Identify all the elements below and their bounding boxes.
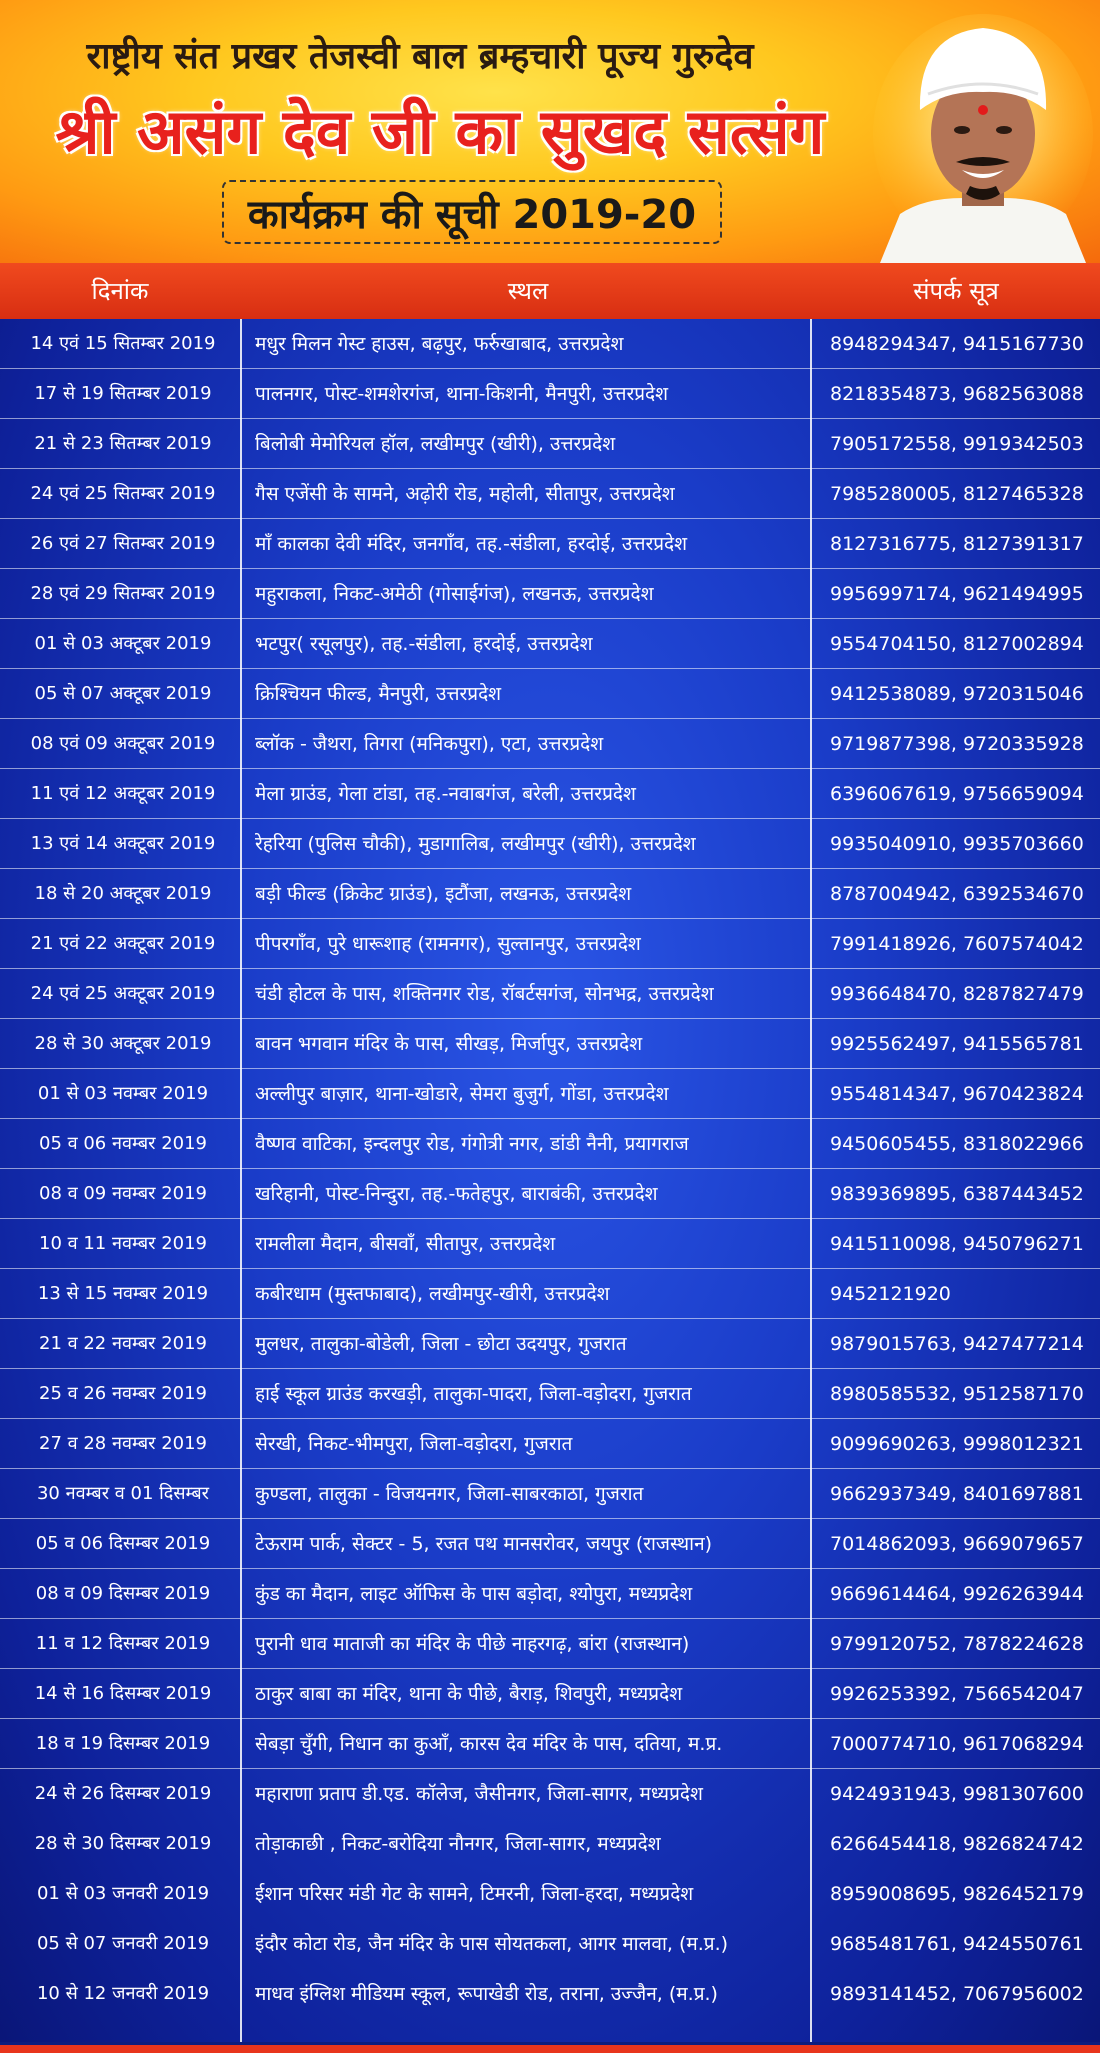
row-place: बड़ी फील्ड (क्रिकेट ग्राउंड), इटौंजा, लखनऊ, उत्तरप्रदेश xyxy=(255,883,632,905)
row-place: कुण्डला, तालुका - विजयनगर, जिला-साबरकाठा, गुजरात xyxy=(255,1483,644,1505)
row-place: सेबड़ा चुँगी, निधान का कुआँ, कारस देव मंदिर के पास, दतिया, म.प्र. xyxy=(255,1733,723,1755)
row-contact: 8980585532, 9512587170 xyxy=(830,1383,1084,1405)
row-contact: 9685481761, 9424550761 xyxy=(830,1933,1084,1955)
row-place: महुराकला, निकट-अमेठी (गोसाईगंज), लखनऊ, उत्तरप्रदेश xyxy=(255,583,654,605)
row-place: पालनगर, पोस्ट-शमशेरगंज, थाना-किशनी, मैनपुरी, उत्तरप्रदेश xyxy=(255,383,669,405)
row-place: माधव इंग्लिश मीडियम स्कूल, रूपाखेडी रोड, तराना, उज्जैन, (म.प्र.) xyxy=(255,1983,718,2005)
row-date: 05 से 07 अक्टूबर 2019 xyxy=(34,683,212,704)
table-row xyxy=(0,1069,1100,1119)
row-place: रेहरिया (पुलिस चौकी), मुडागालिब, लखीमपुर (खीरी), उत्तरप्रदेश xyxy=(255,833,696,855)
table-row xyxy=(0,619,1100,669)
row-date: 21 व 22 नवम्बर 2019 xyxy=(39,1333,207,1354)
row-place: गैस एजेंसी के सामने, अढ़ोरी रोड, महोली, सीतापुर, उत्तरप्रदेश xyxy=(255,483,675,505)
table-row xyxy=(0,569,1100,619)
row-place: ब्लॉक - जैथरा, तिगरा (मनिकपुरा), एटा, उत्तरप्रदेश xyxy=(255,733,604,755)
table-row xyxy=(0,1819,1100,1869)
row-contact: 9935040910, 9935703660 xyxy=(830,833,1084,855)
row-place: महाराणा प्रताप डी.एड. कॉलेज, जैसीनगर, जिला-सागर, मध्यप्रदेश xyxy=(255,1783,703,1805)
row-place: कुंड का मैदान, लाइट ऑफिस के पास बड़ोदा, श्योपुरा, मध्यप्रदेश xyxy=(255,1583,693,1605)
row-place: भटपुर( रसूलपुर), तह.-संडीला, हरदोई, उत्तरप्रदेश xyxy=(255,633,593,655)
table-row xyxy=(0,1119,1100,1169)
row-date: 13 एवं 14 अक्टूबर 2019 xyxy=(30,833,216,854)
row-place: बावन भगवान मंदिर के पास, सीखड़, मिर्जापुर, उत्तरप्रदेश xyxy=(255,1033,643,1055)
row-date: 08 व 09 दिसम्बर 2019 xyxy=(35,1583,211,1604)
row-date: 27 व 28 नवम्बर 2019 xyxy=(39,1433,207,1454)
row-contact: 9719877398, 9720335928 xyxy=(830,733,1084,755)
table-row xyxy=(0,1769,1100,1819)
row-place: मुलधर, तालुका-बोडेली, जिला - छोटा उदयपुर, गुजरात xyxy=(255,1333,627,1355)
row-contact: 9452121920 xyxy=(830,1283,951,1305)
row-place: तोड़ाकाछी , निकट-बरोदिया नौनगर, जिला-सागर, मध्यप्रदेश xyxy=(255,1833,661,1855)
row-contact: 6266454418, 9826824742 xyxy=(830,1833,1084,1855)
row-place: बिलोबी मेमोरियल हॉल, लखीमपुर (खीरी), उत्तरप्रदेश xyxy=(255,433,616,455)
row-place: माँ कालका देवी मंदिर, जनगाँव, तह.-संडीला, हरदोई, उत्तरप्रदेश xyxy=(255,533,688,555)
row-date: 21 से 23 सितम्बर 2019 xyxy=(34,433,212,454)
row-date: 28 से 30 अक्टूबर 2019 xyxy=(34,1033,212,1054)
row-place: वैष्णव वाटिका, इन्दलपुर रोड, गंगोत्री नगर, डांडी नैनी, प्रयागराज xyxy=(255,1133,689,1155)
poster-header xyxy=(0,0,1100,263)
row-date: 28 एवं 29 सितम्बर 2019 xyxy=(30,583,216,604)
table-row xyxy=(0,369,1100,419)
row-date: 01 से 03 अक्टूबर 2019 xyxy=(34,633,212,654)
row-date: 30 नवम्बर व 01 दिसम्बर xyxy=(36,1483,210,1504)
table-row xyxy=(0,1519,1100,1569)
column-header-bar xyxy=(0,263,1100,319)
table-row xyxy=(0,519,1100,569)
column-header-date: दिनांक xyxy=(91,277,149,305)
table-row xyxy=(0,1719,1100,1769)
row-contact: 8787004942, 6392534670 xyxy=(830,883,1084,905)
column-header-contact: संपर्क सूत्र xyxy=(913,277,999,305)
row-contact: 8948294347, 9415167730 xyxy=(830,333,1084,355)
row-contact: 6396067619, 9756659094 xyxy=(830,783,1084,805)
table-row xyxy=(0,1569,1100,1619)
row-date: 05 से 07 जनवरी 2019 xyxy=(36,1933,210,1954)
table-row xyxy=(0,769,1100,819)
row-contact: 9662937349, 8401697881 xyxy=(830,1483,1084,1505)
row-contact: 8959008695, 9826452179 xyxy=(830,1883,1084,1905)
row-contact: 9099690263, 9998012321 xyxy=(830,1433,1084,1455)
guru-portrait xyxy=(870,14,1096,263)
row-place: रामलीला मैदान, बीसवाँ, सीतापुर, उत्तरप्रदेश xyxy=(255,1233,556,1255)
row-date: 14 से 16 दिसम्बर 2019 xyxy=(34,1683,212,1704)
table-row xyxy=(0,719,1100,769)
row-contact: 7991418926, 7607574042 xyxy=(830,933,1084,955)
row-contact: 9893141452, 7067956002 xyxy=(830,1983,1084,2005)
footer-line xyxy=(0,2045,1100,2053)
table-row xyxy=(0,319,1100,369)
row-date: 05 व 06 दिसम्बर 2019 xyxy=(35,1533,211,1554)
row-contact: 9450605455, 8318022966 xyxy=(830,1133,1084,1155)
row-date: 05 व 06 नवम्बर 2019 xyxy=(39,1133,207,1154)
table-row xyxy=(0,1019,1100,1069)
table-row xyxy=(0,669,1100,719)
main-title: श्री असंग देव जी का सुखद सत्संग xyxy=(55,95,825,168)
row-date: 25 व 26 नवम्बर 2019 xyxy=(39,1383,207,1404)
row-date: 11 व 12 दिसम्बर 2019 xyxy=(35,1633,211,1654)
table-row xyxy=(0,1269,1100,1319)
row-place: ईशान परिसर मंडी गेट के सामने, टिमरनी, जिला-हरदा, मध्यप्रदेश xyxy=(255,1883,694,1905)
row-date: 18 व 19 दिसम्बर 2019 xyxy=(35,1733,211,1754)
row-date: 14 एवं 15 सितम्बर 2019 xyxy=(30,333,216,354)
table-row xyxy=(0,1219,1100,1269)
row-place: मधुर मिलन गेस्ट हाउस, बढ़पुर, फर्रुखाबाद, उत्तरप्रदेश xyxy=(255,333,624,355)
row-place: पुरानी धाव माताजी का मंदिर के पीछे नाहरगढ़, बांरा (राजस्थान) xyxy=(255,1633,690,1655)
row-place: सेरखी, निकट-भीमपुरा, जिला-वड़ोदरा, गुजरात xyxy=(255,1433,573,1455)
row-contact: 9879015763, 9427477214 xyxy=(830,1333,1084,1355)
header-top-line: राष्ट्रीय संत प्रखर तेजस्वी बाल ब्रम्हचारी पूज्य गुरुदेव xyxy=(86,36,754,77)
row-date: 08 व 09 नवम्बर 2019 xyxy=(39,1183,207,1204)
row-place: ठाकुर बाबा का मंदिर, थाना के पीछे, बैराड़, शिवपुरी, मध्यप्रदेश xyxy=(255,1683,683,1705)
row-place: कबीरधाम (मुस्तफाबाद), लखीमपुर-खीरी, उत्तरप्रदेश xyxy=(255,1283,610,1305)
row-contact: 9956997174, 9621494995 xyxy=(830,583,1084,605)
row-contact: 9669614464, 9926263944 xyxy=(830,1583,1084,1605)
row-contact: 7014862093, 9669079657 xyxy=(830,1533,1084,1555)
column-header-place: स्थल xyxy=(507,277,549,305)
row-place: पीपरगाँव, पुरे धारूशाह (रामनगर), सुल्तानपुर, उत्तरप्रदेश xyxy=(255,933,641,955)
row-date: 17 से 19 सितम्बर 2019 xyxy=(34,383,212,404)
row-date: 24 एवं 25 सितम्बर 2019 xyxy=(30,483,216,504)
row-date: 26 एवं 27 सितम्बर 2019 xyxy=(30,533,216,554)
table-row xyxy=(0,1469,1100,1519)
row-place: हाई स्कूल ग्राउंड करखड़ी, तालुका-पादरा, जिला-वड़ोदरा, गुजरात xyxy=(255,1383,692,1405)
row-place: क्रिश्चियन फील्ड, मैनपुरी, उत्तरप्रदेश xyxy=(255,683,502,705)
row-date: 01 से 03 जनवरी 2019 xyxy=(36,1883,210,1904)
table-row xyxy=(0,469,1100,519)
row-contact: 9799120752, 7878224628 xyxy=(830,1633,1084,1655)
row-contact: 9554814347, 9670423824 xyxy=(830,1083,1084,1105)
row-date: 08 एवं 09 अक्टूबर 2019 xyxy=(30,733,216,754)
table-row xyxy=(0,869,1100,919)
row-contact: 9925562497, 9415565781 xyxy=(830,1033,1084,1055)
row-contact: 9554704150, 8127002894 xyxy=(830,633,1084,655)
table-row xyxy=(0,1619,1100,1669)
table-row xyxy=(0,1969,1100,2019)
table-row xyxy=(0,919,1100,969)
row-contact: 9936648470, 8287827479 xyxy=(830,983,1084,1005)
schedule-subtitle: कार्यक्रम की सूची 2019-20 xyxy=(222,180,722,244)
row-contact: 9839369895, 6387443452 xyxy=(830,1183,1084,1205)
row-date: 11 एवं 12 अक्टूबर 2019 xyxy=(30,783,216,804)
row-contact: 9412538089, 9720315046 xyxy=(830,683,1084,705)
row-date: 10 से 12 जनवरी 2019 xyxy=(36,1983,210,2004)
row-contact: 7985280005, 8127465328 xyxy=(830,483,1084,505)
schedule-table xyxy=(0,319,1100,2042)
row-date: 24 एवं 25 अक्टूबर 2019 xyxy=(30,983,216,1004)
table-row xyxy=(0,1919,1100,1969)
row-contact: 9415110098, 9450796271 xyxy=(830,1233,1084,1255)
row-date: 13 से 15 नवम्बर 2019 xyxy=(37,1283,209,1304)
row-place: अल्लीपुर बाज़ार, थाना-खोडारे, सेमरा बुजुर्ग, गोंडा, उत्तरप्रदेश xyxy=(255,1083,669,1105)
row-date: 21 एवं 22 अक्टूबर 2019 xyxy=(30,933,216,954)
table-row xyxy=(0,1319,1100,1369)
row-contact: 8218354873, 9682563088 xyxy=(830,383,1084,405)
table-row xyxy=(0,1869,1100,1919)
row-contact: 8127316775, 8127391317 xyxy=(830,533,1084,555)
row-date: 01 से 03 नवम्बर 2019 xyxy=(37,1083,209,1104)
row-contact: 7000774710, 9617068294 xyxy=(830,1733,1084,1755)
row-place: मेला ग्राउंड, गेला टांडा, तह.-नवाबगंज, बरेली, उत्तरप्रदेश xyxy=(255,783,636,805)
table-row xyxy=(0,419,1100,469)
table-row xyxy=(0,1169,1100,1219)
row-place: चंडी होटल के पास, शक्तिनगर रोड, रॉबर्टसगंज, सोनभद्र, उत्तरप्रदेश xyxy=(255,983,714,1005)
row-contact: 7905172558, 9919342503 xyxy=(830,433,1084,455)
row-date: 18 से 20 अक्टूबर 2019 xyxy=(34,883,212,904)
table-row xyxy=(0,969,1100,1019)
row-place: खरिहानी, पोस्ट-निन्दुरा, तह.-फतेहपुर, बाराबंकी, उत्तरप्रदेश xyxy=(255,1183,658,1205)
table-row xyxy=(0,1369,1100,1419)
row-date: 10 व 11 नवम्बर 2019 xyxy=(39,1233,207,1254)
row-contact: 9424931943, 9981307600 xyxy=(830,1783,1084,1805)
table-row xyxy=(0,1419,1100,1469)
row-place: टेऊराम पार्क, सेक्टर - 5, रजत पथ मानसरोवर, जयपुर (राजस्थान) xyxy=(255,1533,713,1555)
row-date: 24 से 26 दिसम्बर 2019 xyxy=(34,1783,212,1804)
table-row xyxy=(0,819,1100,869)
row-date: 28 से 30 दिसम्बर 2019 xyxy=(34,1833,212,1854)
row-place: इंदौर कोटा रोड, जैन मंदिर के पास सोयतकला, आगर मालवा, (म.प्र.) xyxy=(255,1933,729,1955)
table-row xyxy=(0,1669,1100,1719)
row-contact: 9926253392, 7566542047 xyxy=(830,1683,1084,1705)
